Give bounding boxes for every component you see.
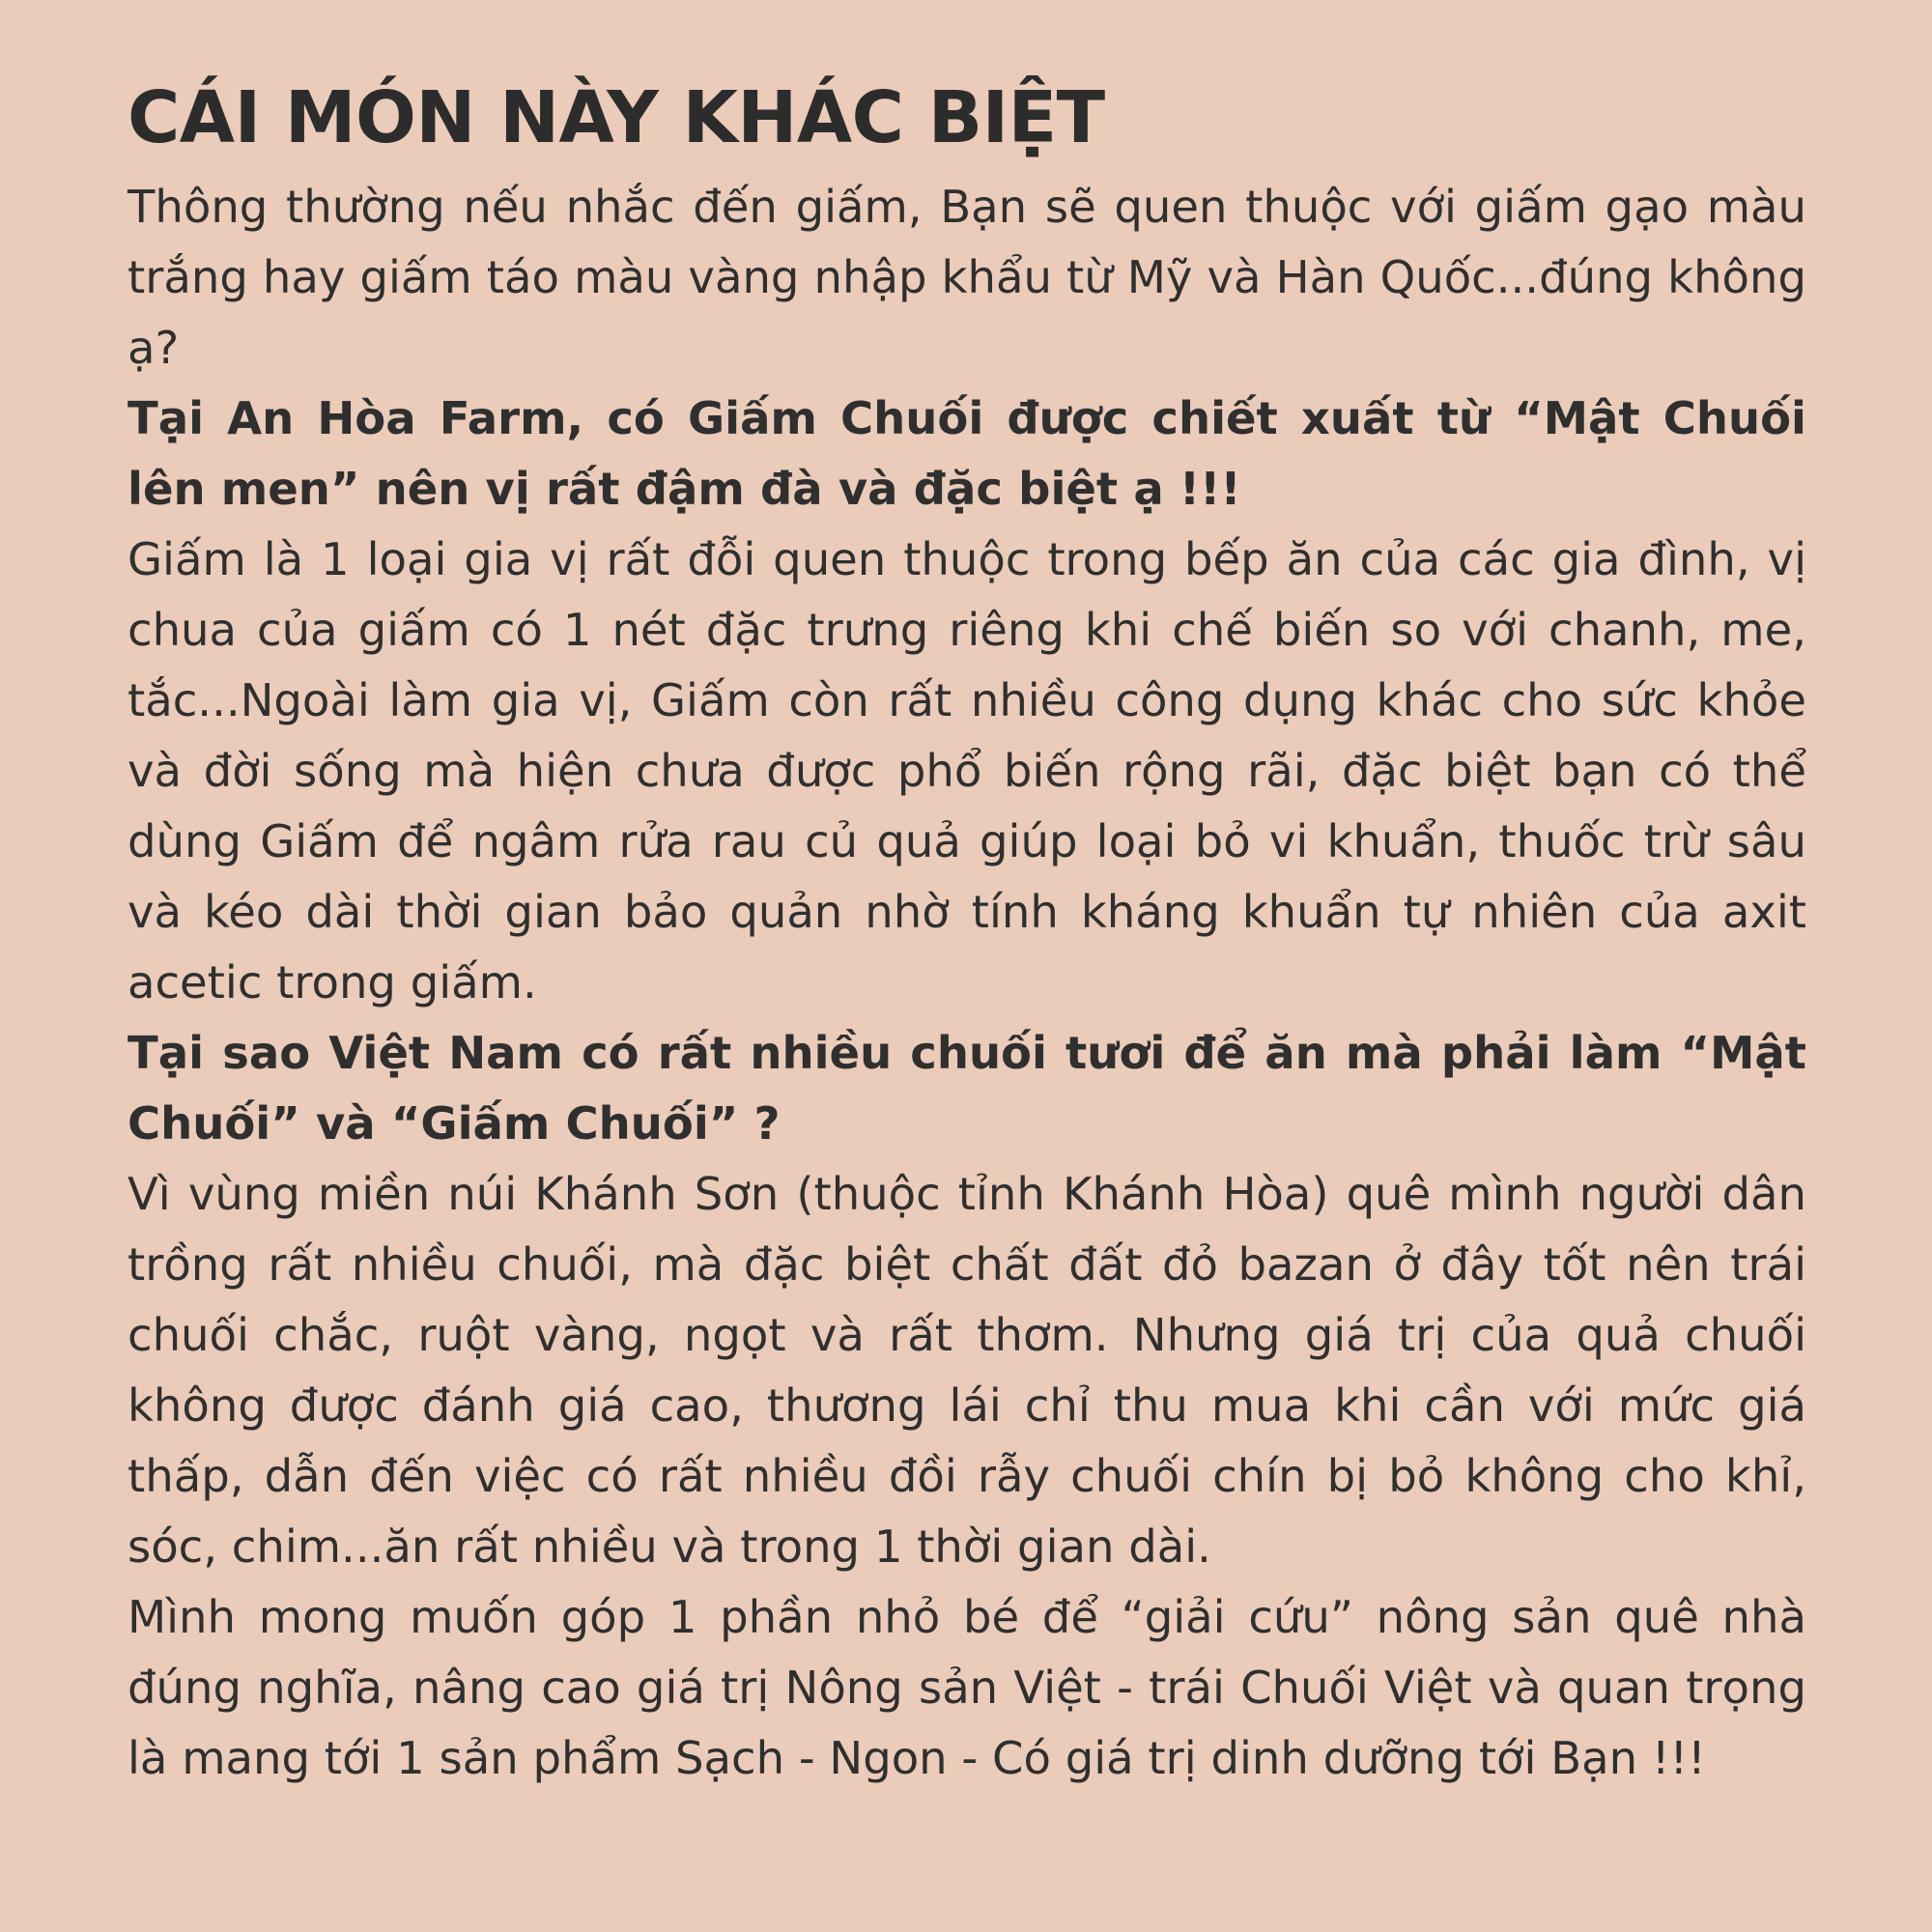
paragraph-khanh-son: Vì vùng miền núi Khánh Sơn (thuộc tỉnh Khánh Hòa) quê mình người dân trồng rất nhiều chuối, mà đặc biệt chất đất đỏ bazan ở đây tốt nên trái chuối chắc, ruột vàng, ngọt và rất thơm. Nhưng giá trị của quả chuối không được đánh giá cao, thương lái chỉ thu mua khi cần với mức giá thấp, dẫn đến việc có rất nhiều đồi rẫy chuối chín bị bỏ không cho khỉ, sóc, chim...ăn rất nhiều và trong 1 thời gian dài. — [128, 1168, 1806, 1573]
paragraph-question: Tại sao Việt Nam có rất nhiều chuối tươi để ăn mà phải làm “Mật Chuối” và “Giấm Chuối” ? — [128, 1027, 1806, 1150]
paragraph-mission: Mình mong muốn góp 1 phần nhỏ bé để “giải cứu” nông sản quê nhà đúng nghĩa, nâng cao giá trị Nông sản Việt - trái Chuối Việt và quan trọng là mang tới 1 sản phẩm Sạch - Ngon - Có giá trị dinh dưỡng tới Bạn !!! — [128, 1591, 1806, 1784]
paragraph-intro: Thông thường nếu nhắc đến giấm, Bạn sẽ quen thuộc với giấm gạo màu trắng hay giấm táo màu vàng nhập khẩu từ Mỹ và Hàn Quốc...đúng không ạ? — [128, 181, 1806, 374]
paragraph-highlight-farm: Tại An Hòa Farm, có Giấm Chuối được chiết xuất từ “Mật Chuối lên men” nên vị rất đậm đà và đặc biệt ạ !!! — [128, 392, 1806, 515]
document-body — [128, 70, 1806, 1794]
page-title: CÁI MÓN NÀY KHÁC BIỆT — [128, 76, 1105, 159]
paragraph-vinegar-uses: Giấm là 1 loại gia vị rất đỗi quen thuộc trong bếp ăn của các gia đình, vị chua của giấm có 1 nét đặc trưng riêng khi chế biến so với chanh, me, tắc...Ngoài làm gia vị, Giấm còn rất nhiều công dụng khác cho sức khỏe và đời sống mà hiện chưa được phổ biến rộng rãi, đặc biệt bạn có thể dùng Giấm để ngâm rửa rau củ quả giúp loại bỏ vi khuẩn, thuốc trừ sâu và kéo dài thời gian bảo quản nhờ tính kháng khuẩn tự nhiên của axit acetic trong giấm. — [128, 533, 1806, 1009]
